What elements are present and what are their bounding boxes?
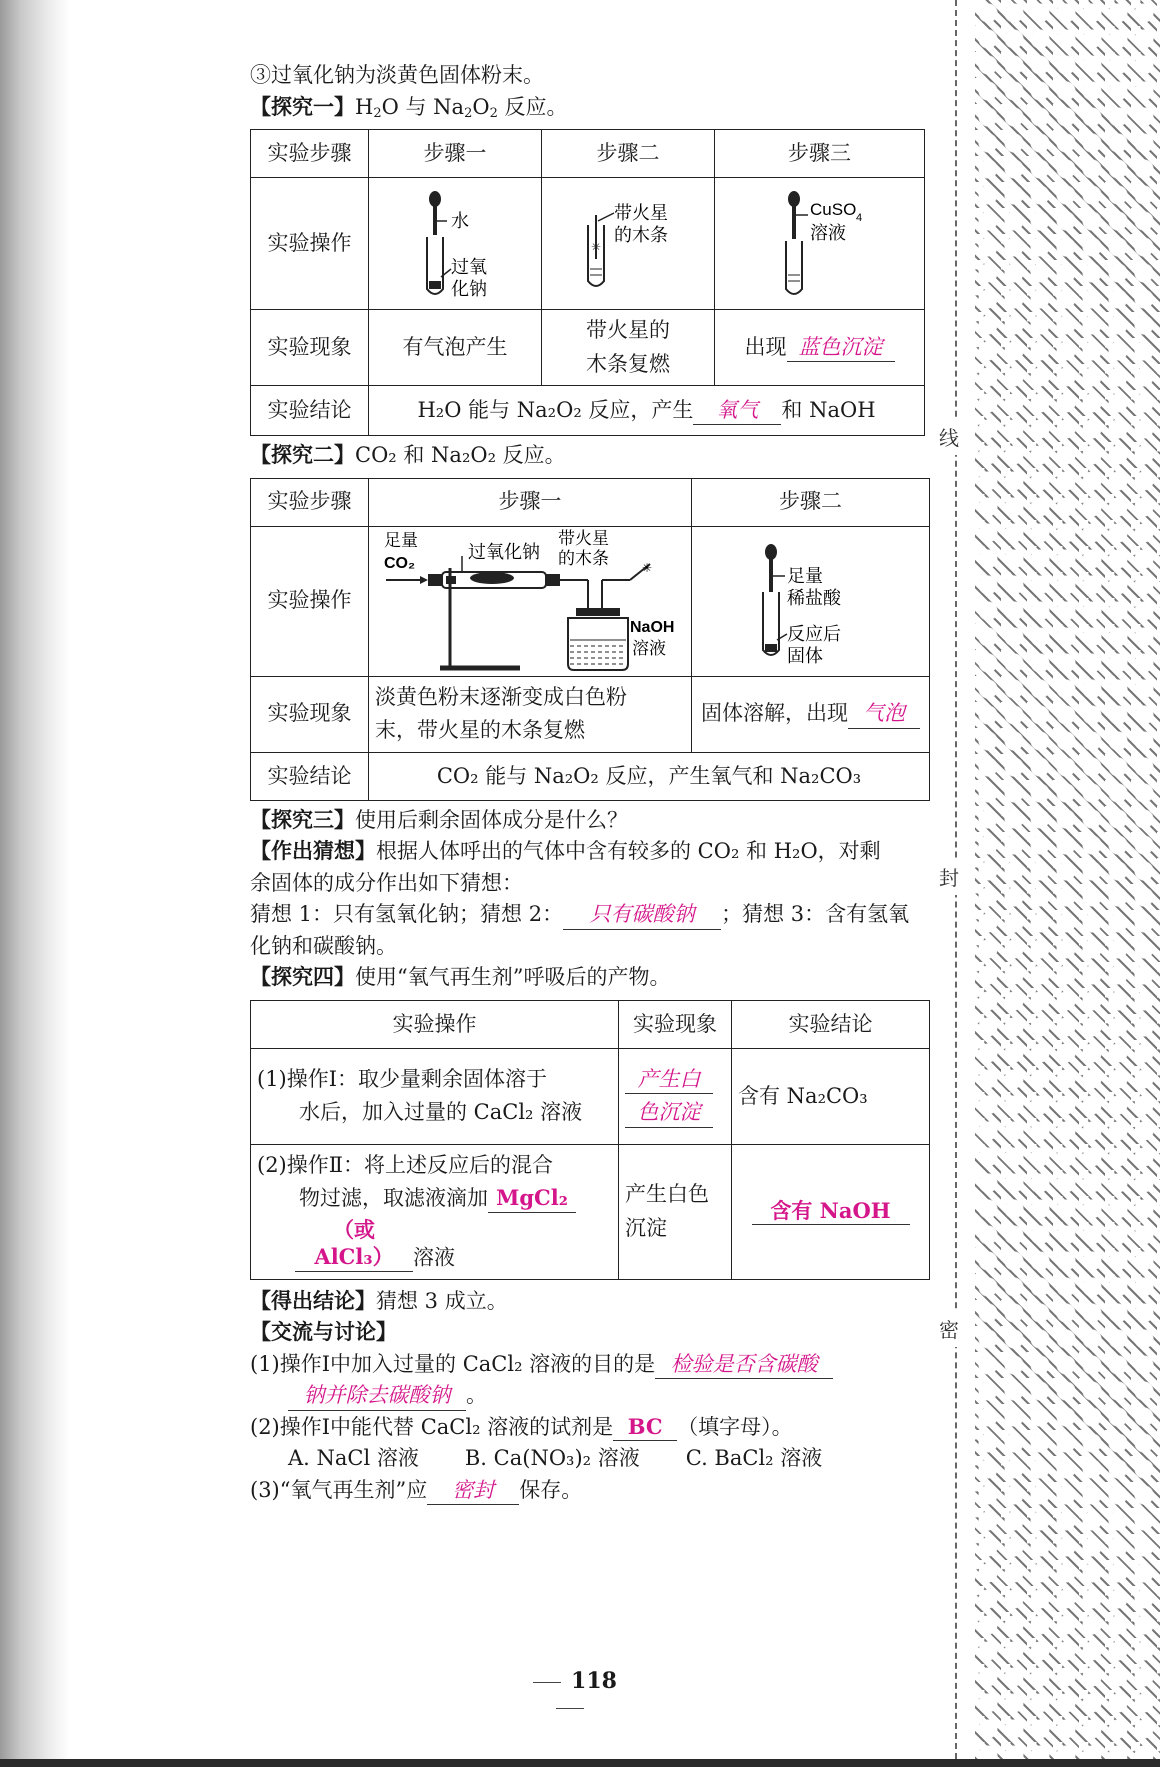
q2-prefix: (2)操作Ⅰ中能代替 CaCl₂ 溶液的试剂是 (250, 1414, 614, 1439)
answer-q1-part2[interactable]: 钠并除去碳酸钠 (288, 1382, 466, 1410)
svg-text:过氧: 过氧 (451, 256, 487, 278)
answer-q2[interactable]: BC (613, 1413, 677, 1441)
answer-only-sodium-carbonate[interactable]: 只有碳酸钠 (563, 901, 721, 929)
conclusion1-prefix: H₂O 能与 Na₂O₂ 反应，产生 (417, 397, 694, 422)
inquiry3-line (250, 805, 935, 837)
phen-step1-line1: 淡黄色粉末逐渐变成白色粉 (375, 684, 627, 709)
svg-text:带火星: 带火星 (614, 202, 668, 224)
svg-text:固体: 固体 (786, 646, 823, 667)
guess3: ；猜想 3：含有氢氧 (721, 902, 910, 927)
inquiry2-heading: 【探究二】 (250, 443, 355, 468)
q2-suffix: （填字母）。 (677, 1414, 793, 1439)
cut-label-mi: 密 (939, 1310, 959, 1347)
apparatus-illustration (369, 526, 692, 676)
subscript: 2 (489, 105, 498, 121)
step3-header: 步骤三 (715, 130, 925, 178)
conclusion2: CO₂ 能与 Na₂O₂ 反应，产生氧气和 Na₂CO₃ (369, 752, 930, 800)
row-label-phenomena: 实验现象 (251, 310, 369, 386)
phen-step1 (369, 676, 692, 752)
inquiry3-text: 使用后剩余固体成分是什么？ (355, 807, 628, 832)
inquiry1-title (250, 92, 935, 124)
page-number: 118 (500, 1668, 640, 1720)
inquiry1-title-part: H (355, 94, 374, 119)
discussion-q3 (250, 1475, 935, 1507)
phen2 (542, 310, 715, 386)
conclusion-text: 猜想 3 成立。 (376, 1288, 508, 1313)
svg-text:足量: 足量 (384, 531, 418, 552)
header-conclusion: 实验结论 (732, 1000, 930, 1048)
discussion-q2 (250, 1412, 935, 1444)
answer-bubbles[interactable]: 气泡 (848, 700, 920, 728)
phen3-prefix: 出现 (744, 334, 787, 359)
phen1: 有气泡产生 (369, 310, 542, 386)
svg-text:✳: ✳ (642, 561, 653, 576)
inquiry4-text: 使用“氧气再生剂”呼吸后的产物。 (355, 965, 671, 990)
svg-text:带火星: 带火星 (558, 529, 609, 550)
step2-header: 步骤二 (692, 478, 930, 526)
phen3 (715, 310, 925, 386)
hypothesis-guesses-cont: 化钠和碳酸钠。 (250, 933, 397, 958)
discussion-q1 (250, 1349, 935, 1381)
svg-text:的木条: 的木条 (614, 224, 668, 246)
answer-alcl3[interactable]: （或 AlCl₃） (295, 1216, 413, 1272)
guess1: 猜想 1：只有氢氧化钠；猜想 2： (250, 902, 564, 927)
row1-conclusion: 含有 Na₂CO₃ (732, 1048, 930, 1144)
bottom-edge (0, 1759, 1160, 1767)
q1-prefix: (1)操作Ⅰ中加入过量的 CaCl₂ 溶液的目的是 (250, 1351, 656, 1376)
row-label-steps: 实验步骤 (251, 130, 369, 178)
row1-operation (251, 1048, 619, 1144)
op1-illustration (369, 178, 542, 310)
row2-operation (251, 1144, 619, 1279)
row2-op-line1: (2)操作Ⅱ：将上述反应后的混合 (257, 1152, 554, 1177)
row-label-conclusion: 实验结论 (251, 386, 369, 436)
row-label-ops: 实验操作 (251, 178, 369, 310)
svg-text:CO₂: CO₂ (384, 555, 416, 573)
svg-text:化钠: 化钠 (451, 278, 487, 300)
row2-op-suffix: 溶液 (413, 1245, 455, 1270)
svg-text:溶液: 溶液 (809, 222, 846, 244)
row-label-phenomena: 实验现象 (251, 676, 369, 752)
phen-step2-prefix: 固体溶解，出现 (701, 701, 848, 726)
inquiry4-title (250, 962, 935, 994)
apparatus-icon (380, 528, 680, 674)
subscript: 2 (464, 105, 473, 121)
header-phenomenon: 实验现象 (619, 1000, 732, 1048)
inquiry2-table (250, 478, 930, 801)
inquiry4-table (250, 1000, 930, 1280)
q3-suffix: 保存。 (519, 1477, 583, 1502)
hypothesis-heading: 【作出猜想】 (250, 839, 376, 864)
binding-shadow (0, 0, 70, 1767)
hypothesis-guesses (250, 899, 935, 931)
conclusion-line (250, 1286, 935, 1318)
answer-q1-part1[interactable]: 检验是否含碳酸 (655, 1351, 833, 1379)
inquiry3-heading: 【探究三】 (250, 807, 355, 832)
decorative-margin-pattern (975, 0, 1160, 1759)
row2-phenomenon (619, 1144, 732, 1279)
row2-phen-line2: 沉淀 (625, 1215, 667, 1240)
test-tube-dropper-icon (741, 536, 881, 666)
row-label-ops: 实验操作 (251, 526, 369, 676)
test-tube-splint-icon (568, 185, 688, 303)
row-label-conclusion: 实验结论 (251, 752, 369, 800)
test-tube-dropper-icon (760, 185, 880, 303)
svg-text:✳: ✳ (591, 239, 602, 254)
answer-white-precipitate-b[interactable]: 色沉淀 (625, 1099, 713, 1127)
row2-op-line2: 物过滤，取滤液滴加 (299, 1186, 488, 1211)
step1-header: 步骤一 (369, 130, 542, 178)
svg-text:稀盐酸: 稀盐酸 (786, 588, 841, 610)
option-a: A. NaCl 溶液 (288, 1446, 419, 1471)
svg-text:CuSO: CuSO (809, 199, 856, 219)
answer-q3[interactable]: 密封 (427, 1477, 519, 1505)
answer-mgcl2[interactable]: MgCl₂ (488, 1184, 576, 1212)
step2-header: 步骤二 (542, 130, 715, 178)
hypothesis-line2: 余固体的成分作出如下猜想： (250, 870, 523, 895)
inquiry1-title-part: O (472, 94, 490, 119)
svg-text:反应后: 反应后 (786, 624, 841, 646)
phen-step1-line2: 末，带火星的木条复燃 (375, 718, 585, 743)
inquiry1-table (250, 129, 925, 436)
row1-op-line1: (1)操作Ⅰ：取少量剩余固体溶于 (257, 1066, 548, 1091)
answer-contains-naoh[interactable]: 含有 NaOH (752, 1197, 910, 1225)
svg-text:足量: 足量 (786, 566, 823, 588)
option-c: C. BaCl₂ 溶液 (685, 1446, 823, 1471)
op3-illustration (715, 178, 925, 310)
inquiry4-heading: 【探究四】 (250, 965, 355, 990)
cut-label-xian: 线 (939, 418, 959, 455)
test-tube-dropper-icon (395, 185, 515, 303)
svg-text:溶液: 溶液 (632, 639, 666, 660)
q1-suffix: 。 (466, 1383, 487, 1408)
svg-text:的木条: 的木条 (558, 549, 609, 570)
conclusion1-suffix: 和 NaOH (781, 397, 876, 422)
hypothesis-line1 (250, 836, 935, 868)
hypothesis-text1: 根据人体呼出的气体中含有较多的 CO₂ 和 H₂O，对剩 (376, 839, 881, 864)
op2-illustration (542, 178, 715, 310)
row2-conclusion (732, 1144, 930, 1279)
inquiry2-title-text: CO₂ 和 Na₂O₂ 反应。 (355, 443, 566, 468)
answer-oxygen[interactable]: 氧气 (693, 397, 781, 425)
row2-phen-line1: 产生白色 (625, 1182, 709, 1207)
discussion-heading: 【交流与讨论】 (250, 1320, 397, 1345)
inquiry1-heading: 【探究一】 (250, 94, 355, 119)
row1-phenomenon (619, 1048, 732, 1144)
step1-header: 步骤一 (369, 478, 692, 526)
q2-options (250, 1443, 935, 1475)
conclusion1 (369, 386, 925, 436)
inquiry1-title-part: 反应。 (497, 94, 568, 119)
svg-text:过氧化钠: 过氧化钠 (468, 542, 540, 564)
conclusion-heading: 【得出结论】 (250, 1288, 376, 1313)
worksheet-content (250, 60, 935, 1506)
svg-text:水: 水 (451, 210, 469, 232)
phen2-line2: 木条复燃 (586, 351, 670, 376)
phen-step2 (692, 676, 930, 752)
inquiry2-title (250, 440, 935, 472)
intro-line: ③过氧化钠为淡黄色固体粉末。 (250, 63, 544, 87)
row-label-steps: 实验步骤 (251, 478, 369, 526)
option-b: B. Ca(NO₃)₂ 溶液 (464, 1446, 640, 1471)
cut-label-feng: 封 (939, 858, 959, 895)
row1-op-line2: 水后，加入过量的 CaCl₂ 溶液 (299, 1100, 583, 1125)
answer-blue-precipitate[interactable]: 蓝色沉淀 (787, 334, 895, 362)
phen2-line1: 带火星的 (586, 318, 670, 342)
svg-text:NaOH: NaOH (630, 619, 675, 637)
header-operation: 实验操作 (251, 1000, 619, 1048)
svg-text:4: 4 (855, 211, 862, 224)
subscript: 2 (373, 105, 382, 121)
op2-illustration (692, 526, 930, 676)
q3-prefix: (3)“氧气再生剂”应 (250, 1477, 428, 1502)
inquiry1-title-part: O 与 Na (381, 94, 465, 119)
answer-white-precipitate-a[interactable]: 产生白 (625, 1066, 713, 1094)
discussion-q1-cont (250, 1380, 935, 1412)
